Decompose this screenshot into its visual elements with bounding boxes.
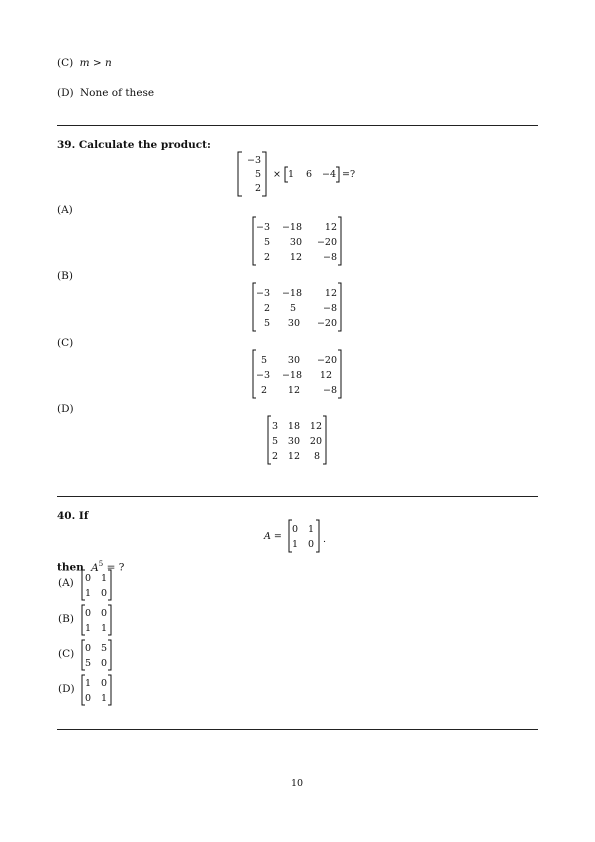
matrix-cell: 30 [287, 436, 300, 447]
vector-entry: −3 [246, 155, 261, 166]
matrix-cell: 30 [287, 355, 300, 366]
divider [57, 125, 538, 126]
matrix-cell: 12 [324, 288, 337, 299]
matrix-cell: 2 [271, 451, 278, 462]
matrix-cell: 12 [289, 252, 302, 263]
matrix-cell: 8 [313, 451, 320, 462]
q39-option-d-label: (D) [57, 403, 74, 415]
matrix-cell: 1 [84, 678, 91, 689]
matrix-cell: 3 [271, 421, 278, 432]
matrix-cell: −8 [322, 385, 337, 396]
vector-entry: 6 [306, 169, 313, 180]
matrix-cell: −18 [281, 288, 302, 299]
right-bracket [108, 640, 111, 670]
q39-expression [230, 150, 370, 198]
matrix-cell: 1 [100, 573, 107, 584]
option-text: None of these [79, 87, 155, 99]
matrix-cell: 2 [263, 303, 270, 314]
matrix-cell: 20 [309, 436, 322, 447]
matrix-cell: −18 [281, 222, 302, 233]
matrix-cell: 30 [289, 237, 302, 248]
matrix-cell: 12 [324, 222, 337, 233]
matrix-cell: −20 [316, 237, 337, 248]
q40-option-c-label: (C) [58, 648, 75, 660]
matrix-cell: 12 [287, 385, 300, 396]
matrix-cell: 0 [100, 658, 107, 669]
matrix-cell: 12 [319, 370, 332, 381]
question-40-title: 40. If [57, 510, 89, 522]
matrix-cell: −8 [322, 303, 337, 314]
then-word: then [57, 561, 84, 574]
matrix-cell: −3 [255, 288, 270, 299]
divider [57, 729, 538, 730]
q39-option-b-matrix [250, 281, 350, 333]
matrix-cell: 2 [263, 252, 270, 263]
trailing-period: . [323, 534, 327, 545]
matrix-cell: 5 [84, 658, 91, 669]
matrix-cell: 5 [263, 318, 270, 329]
matrix-cell: −3 [255, 370, 270, 381]
left-bracket [268, 416, 271, 464]
right-bracket [108, 570, 111, 600]
matrix-cell: 5 [289, 303, 296, 314]
matrix-cell: 0 [100, 608, 107, 619]
right-bracket [338, 350, 341, 398]
q40-option-d-label: (D) [58, 683, 75, 695]
matrix-cell: 2 [260, 385, 267, 396]
vector-entry: −4 [322, 169, 337, 180]
right-bracket [336, 167, 339, 182]
q40-option-c-matrix [81, 638, 113, 672]
equals-question: =? [342, 169, 356, 180]
matrix-cell: 0 [307, 539, 314, 550]
matrix-cell: 5 [271, 436, 278, 447]
matrix-rows [256, 222, 337, 263]
page-number: 10 [291, 778, 304, 789]
right-bracket [108, 605, 111, 635]
matrix-cell: 12 [309, 421, 322, 432]
matrix-cell: 1 [84, 623, 91, 634]
left-bracket [238, 152, 242, 196]
matrix-cell: 0 [84, 643, 91, 654]
matrix-cell: 1 [100, 693, 107, 704]
divider [57, 496, 538, 497]
matrix-cell: 30 [287, 318, 300, 329]
vector-entry: 1 [288, 169, 295, 180]
matrix-cell: 5 [260, 355, 267, 366]
matrix-cell: 5 [263, 237, 270, 248]
option-label: (C) [57, 57, 74, 69]
matrix-cell: 1 [291, 539, 298, 550]
vector-entry: 5 [254, 169, 261, 180]
q39-option-a-matrix [250, 215, 350, 267]
right-bracket [338, 217, 341, 265]
q39-option-a-label: (A) [57, 204, 73, 216]
matrix-cell: −18 [281, 370, 302, 381]
power-rest: = ? [106, 561, 125, 574]
q39-option-d-matrix [265, 414, 335, 466]
matrix-cell: 1 [100, 623, 107, 634]
q40-option-d-matrix [81, 673, 113, 707]
matrix-cell: 0 [84, 573, 91, 584]
matrix-cell: 0 [84, 693, 91, 704]
right-bracket [262, 152, 266, 196]
q39-option-c-label: (C) [57, 337, 74, 349]
vector-entry: 2 [254, 183, 261, 194]
matrix-cell: 5 [100, 643, 107, 654]
matrix-cell: 12 [287, 451, 300, 462]
q39-option-b-label: (B) [57, 270, 73, 282]
matrix-cell: 0 [84, 608, 91, 619]
matrix-cell: 0 [100, 588, 107, 599]
matrix-cell: 18 [287, 421, 300, 432]
matrix-cell: −20 [316, 318, 337, 329]
option-c-prev [57, 58, 112, 69]
power-exponent: 5 [98, 560, 104, 568]
times-symbol: × [273, 169, 281, 180]
q39-option-c-matrix [250, 348, 350, 400]
right-bracket [316, 520, 319, 552]
question-39-title: 39. Calculate the product: [57, 139, 211, 151]
matrix-cell: −3 [255, 222, 270, 233]
matrix-cell: −20 [316, 355, 337, 366]
right-bracket [108, 675, 111, 705]
right-bracket [323, 416, 326, 464]
power-base: A [91, 561, 99, 574]
matrix-cell: 1 [307, 524, 314, 535]
q40-option-a-label: (A) [58, 577, 74, 589]
q40-option-b-label: (B) [58, 613, 74, 625]
option-label: (D) [57, 87, 74, 99]
q40-option-b-matrix [81, 603, 113, 637]
q40-definition [262, 518, 342, 554]
matrix-cell: −8 [322, 252, 337, 263]
q40-option-a-matrix [81, 568, 113, 602]
right-bracket [338, 283, 341, 331]
matrix-lhs: A = [264, 531, 282, 542]
matrix-cell: 0 [100, 678, 107, 689]
matrix-cell: 0 [291, 524, 298, 535]
matrix-cell: 1 [84, 588, 91, 599]
option-d-prev [57, 88, 154, 99]
option-math: m > n [79, 57, 112, 69]
